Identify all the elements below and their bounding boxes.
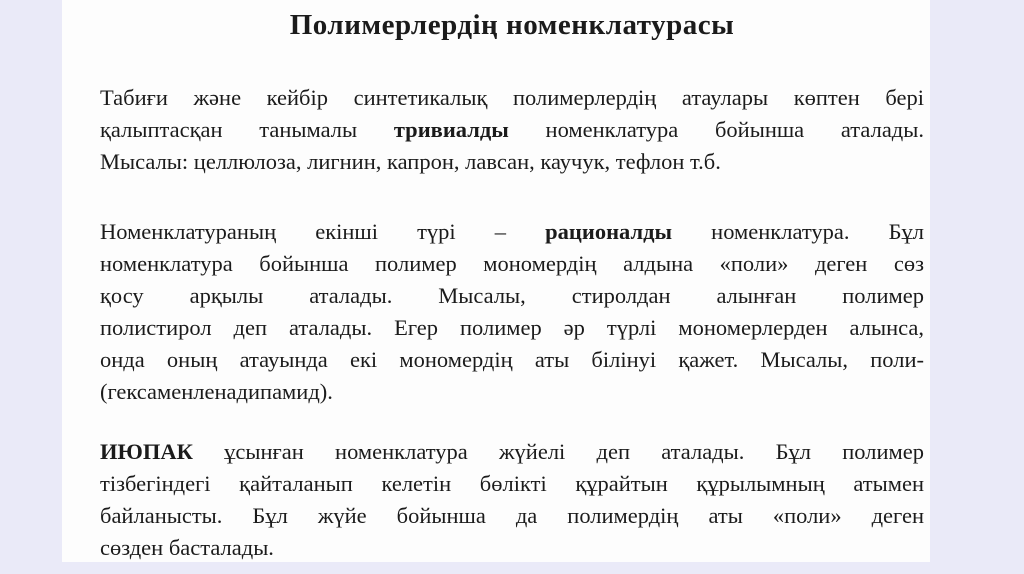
paragraph-rational-nomenclature <box>100 216 924 408</box>
text-line <box>100 114 924 146</box>
bold-term: тривиалды <box>393 117 509 142</box>
text-segment: ұсынған номенклатура жүйелі деп аталады. Бұл полимер <box>192 439 924 464</box>
text-segment: номенклатура. Бұл <box>672 219 924 244</box>
text-segment: Табиғи және кейбір синтетикалық полимерлердің атаулары көптен бері <box>100 85 924 110</box>
slide-title: Полимерлердің номенклатурасы <box>289 9 735 41</box>
text-segment: онда оның атауында екі мономердің аты білінуі қажет. Мысалы, поли- <box>100 347 924 372</box>
text-segment: қосу арқылы аталады. Мысалы, стиролдан алынған полимер <box>100 283 924 308</box>
text-segment: қалыптасқан танымалы <box>100 117 394 142</box>
slide-content <box>62 8 930 564</box>
text-segment: полистирол деп аталады. Егер полимер әр түрлі мономерлерден алынса, <box>100 315 924 340</box>
text-line <box>100 344 924 376</box>
slide-card <box>62 0 930 562</box>
text-line <box>100 280 924 312</box>
text-segment: (гексаменленадипамид). <box>100 379 333 404</box>
text-line <box>100 216 924 248</box>
text-segment: байланысты. Бұл жүйе бойынша да полимердің аты «поли» деген <box>100 503 924 528</box>
text-line <box>100 82 924 114</box>
text-segment: Мысалы: целлюлоза, лигнин, капрон, лавсан, каучук, тефлон т.б. <box>100 149 721 174</box>
text-line <box>100 500 924 532</box>
text-line <box>100 248 924 280</box>
text-line <box>100 468 924 500</box>
text-segment: Номенклатураның екінші түрі – <box>100 219 546 244</box>
paragraph-trivial-nomenclature <box>100 82 924 178</box>
bold-term: рационалды <box>545 219 673 244</box>
text-segment: тізбегіндегі қайталанып келетін бөлікті құрайтын құрылымның атымен <box>100 471 924 496</box>
text-line <box>100 146 924 178</box>
text-line <box>100 376 924 408</box>
text-segment: номенклатура бойынша аталады. <box>508 117 924 142</box>
text-line <box>100 312 924 344</box>
text-line <box>100 532 924 564</box>
paragraph-iupac-nomenclature <box>100 436 924 564</box>
bold-term: ИЮПАК <box>100 439 193 464</box>
text-segment: сөзден басталады. <box>100 535 274 560</box>
text-segment: номенклатура бойынша полимер мономердің алдына «поли» деген сөз <box>100 251 924 276</box>
text-line <box>100 436 924 468</box>
